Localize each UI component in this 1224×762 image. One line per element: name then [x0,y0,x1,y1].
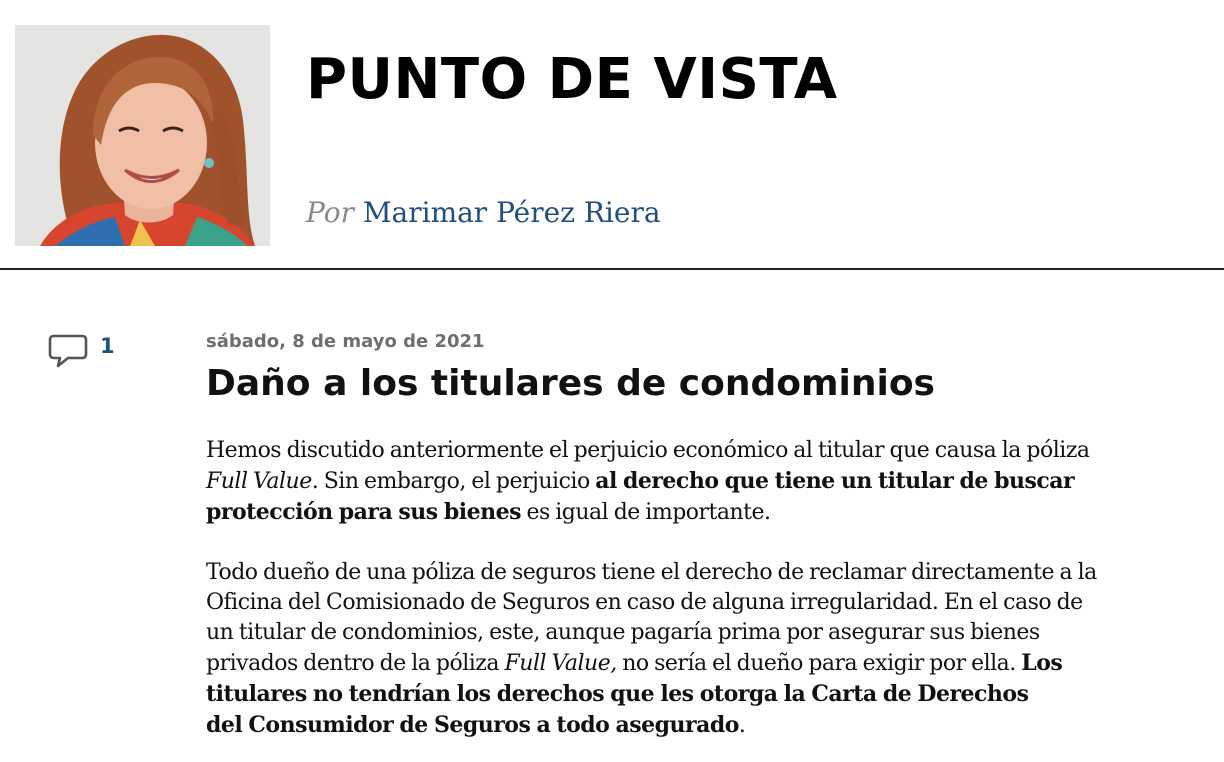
column-header [0,0,1224,270]
comments-link[interactable] [48,330,128,374]
byline [306,193,661,233]
author-photo [15,25,270,246]
header-divider [0,268,1224,270]
bold-text: del Consumidor de Seguros a todo asegurado [206,712,739,738]
paragraph-line [206,648,1191,679]
bold-text: Los [1021,650,1063,676]
author-name-link[interactable]: Marimar Pérez Riera [362,196,661,229]
paragraph-line [206,497,1191,528]
article [206,328,1196,738]
author-portrait-image [15,25,270,246]
text-run: un titular de condominios, este, aunque pagaría prima por asegurar sus bienes [206,620,1040,645]
text-run: Todo dueño de una póliza de seguros tiene el derecho de reclamar directamente a la [206,560,1097,585]
article-paragraph-1 [206,436,1191,528]
paragraph-line [206,588,1191,618]
article-date: sábado, 8 de mayo de 2021 [206,331,485,352]
comment-bubble-icon [48,332,88,372]
article-paragraph-2 [206,558,1191,741]
italic-text: Full Value [206,469,312,494]
italic-text: Full Value, [504,651,617,676]
paragraph-line [206,436,1191,466]
bold-text: titulares no tendrían los derechos que les otorga la Carta de Derechos [206,681,1029,707]
paragraph-line [206,618,1191,648]
byline-prefix: Por [306,196,354,229]
article-headline[interactable]: Daño a los titulares de condominios [206,363,935,404]
text-run: privados dentro de la póliza [206,651,505,676]
text-run: . [738,713,746,738]
paragraph-line [206,558,1191,588]
column-title: PUNTO DE VISTA [306,47,838,112]
text-run: Oficina del Comisionado de Seguros en caso de alguna irregularidad. En el caso de [206,590,1083,615]
bold-text: protección para sus bienes [206,499,521,525]
text-run: no sería el dueño para exigir por ella. [616,651,1022,676]
text-run: es igual de importante. [520,500,771,525]
comment-count[interactable]: 1 [100,334,115,358]
paragraph-line [206,679,1191,710]
paragraph-line [206,466,1191,497]
bold-text: al derecho que tiene un titular de buscar [595,468,1075,494]
text-run: Hemos discutido anteriormente el perjuicio económico al titular que causa la póliza [206,438,1090,463]
paragraph-line [206,710,1191,741]
text-run: . Sin embargo, el perjuicio [311,469,596,494]
